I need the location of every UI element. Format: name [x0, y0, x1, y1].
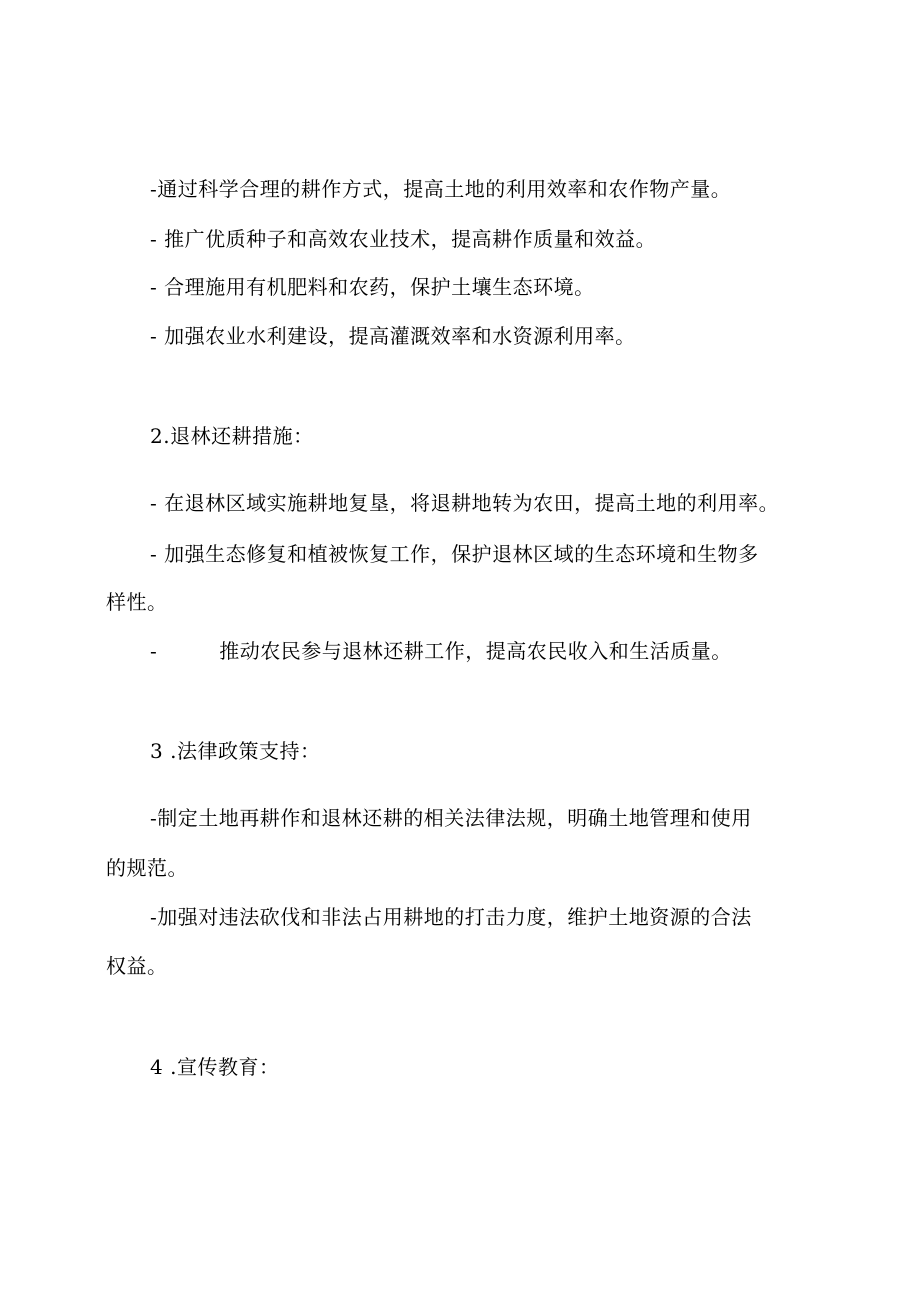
bullet-ecological-restoration-cont: 样性。	[106, 590, 168, 614]
bullet-enforcement: -加强对违法砍伐和非法占用耕地的打击力度，维护土地资源的合法	[150, 905, 752, 929]
bullet-legislation: -制定土地再耕作和退林还耕的相关法律法规，明确土地管理和使用	[150, 806, 752, 830]
bullet-dash: -	[150, 639, 158, 663]
bullet-quality-seeds: - 推广优质种子和高效农业技术，提高耕作质量和效益。	[150, 227, 657, 251]
bullet-enforcement-cont: 权益。	[106, 954, 168, 978]
bullet-legislation-cont: 的规范。	[106, 856, 188, 880]
bullet-land-reclamation: - 在退林区域实施耕地复垦，将退耕地转为农田，提高土地的利用率。	[150, 491, 780, 515]
bullet-farmer-participation	[150, 638, 732, 664]
section-heading-reforestation: 2.退林还耕措施：	[150, 424, 314, 448]
bullet-organic-fertilizer: - 合理施用有机肥料和农药，保护土壤生态环境。	[150, 275, 595, 299]
bullet-ecological-restoration: - 加强生态修复和植被恢复工作，保护退林区域的生态环境和生物多	[150, 542, 759, 566]
bullet-water-conservancy: - 加强农业水利建设，提高灌溉效率和水资源利用率。	[150, 324, 636, 348]
bullet-farmer-participation-text: 推动农民参与退林还耕工作，提高农民收入和生活质量。	[219, 639, 732, 663]
section-heading-legal-policy: 3 .法律政策支持：	[150, 739, 321, 763]
section-heading-publicity-education: 4 .宣传教育：	[150, 1055, 280, 1079]
bullet-efficient-farming: -通过科学合理的耕作方式，提高土地的利用效率和农作物产量。	[150, 177, 732, 201]
